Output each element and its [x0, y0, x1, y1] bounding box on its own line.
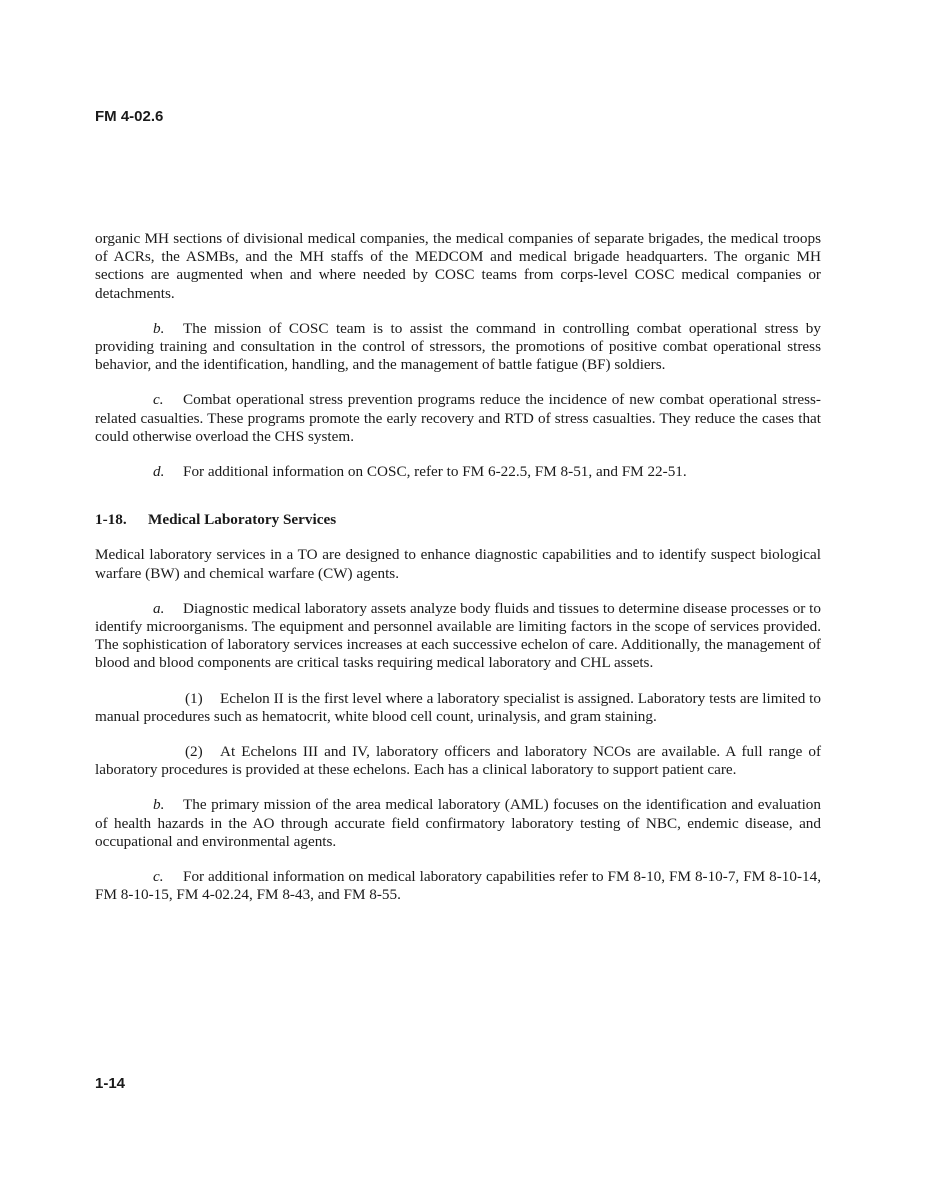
section-title: Medical Laboratory Services	[148, 511, 337, 529]
paragraph-marker: (2)	[185, 743, 203, 761]
paragraph-text: The primary mission of the area medical laboratory (AML) focuses on the identification and evaluation of health hazards in the AO through accurate field confirmatory laboratory testing of NBC, endemic disease, and occupational and environmental agents.	[95, 796, 821, 850]
paragraph-text: Combat operational stress prevention programs reduce the incidence of new combat operational stress-related casualties. These programs promote the early recovery and RTD of stress casualties. They reduce the cases that could otherwise overload the CHS system.	[95, 391, 821, 445]
section-heading	[95, 511, 821, 529]
paragraph-marker: a.	[153, 599, 165, 617]
paragraph-c-lab-references	[95, 868, 821, 904]
paragraph-text: For additional information on COSC, refer to FM 6-22.5, FM 8-51, and FM 22-51.	[183, 463, 687, 481]
paragraph-marker: c.	[153, 868, 164, 886]
paragraph-marker: c.	[153, 391, 164, 409]
paragraph-text: At Echelons III and IV, laboratory officers and laboratory NCOs are available. A full range of laboratory procedures is provided at these echelons. Each has a clinical laboratory to support patient care.	[95, 743, 821, 779]
section-number: 1-18.	[95, 511, 127, 529]
page-number-footer: 1-14	[95, 1075, 126, 1092]
paragraph-continued: organic MH sections of divisional medical companies, the medical companies of separate brigades, the medical troops of ACRs, the ASMBs, and the MH staffs of the MEDCOM and medical brigade headquarters. The organic MH sections are augmented when and where needed by COSC teams from corps-level COSC medical companies or detachments.	[95, 230, 821, 302]
paragraph-marker: (1)	[185, 689, 203, 707]
section-intro: Medical laboratory services in a TO are designed to enhance diagnostic capabilities and to identify suspect biological warfare (BW) and chemical warfare (CW) agents.	[95, 546, 821, 582]
paragraph-text: Echelon II is the first level where a laboratory specialist is assigned. Laboratory tests are limited to manual procedures such as hematocrit, white blood cell count, urinalysis, and gram staining.	[95, 689, 821, 725]
paragraph-marker: b.	[153, 319, 165, 337]
paragraph-text: The mission of COSC team is to assist the command in controlling combat operational stress by providing training and consultation in the control of stressors, the promotions of positive combat operational stress behavior, and the identification, handling, and the management of battle fatigue (BF) soldiers.	[95, 319, 821, 374]
document-id-header: FM 4-02.6	[95, 108, 164, 125]
paragraph-d-references	[95, 463, 821, 481]
paragraph-text: Diagnostic medical laboratory assets analyze body fluids and tissues to determine disease processes or to identify microorganisms. The equipment and personnel available are limiting factors in the scope of services provided. The sophistication of laboratory services increases at each successive echelon of care. Additionally, the management of blood and blood components are critical tasks requiring medical laboratory and CHL assets.	[95, 599, 821, 672]
paragraph-a2-echelons-iii-iv	[95, 743, 821, 779]
paragraph-text: For additional information on medical laboratory capabilities refer to FM 8-10, FM 8-10-7, FM 8-10-14, FM 8-10-15, FM 4-02.24, FM 8-43, and FM 8-55.	[95, 868, 821, 904]
paragraph-b-aml-mission	[95, 796, 821, 851]
paragraph-a1-echelon-ii	[95, 690, 821, 726]
paragraph-b-cosc-mission	[95, 320, 821, 375]
paragraph-marker: b.	[153, 796, 165, 814]
paragraph-c-prevention	[95, 391, 821, 446]
paragraph-a-diagnostic	[95, 600, 821, 673]
paragraph-marker: d.	[153, 463, 165, 481]
page-body	[95, 230, 821, 921]
